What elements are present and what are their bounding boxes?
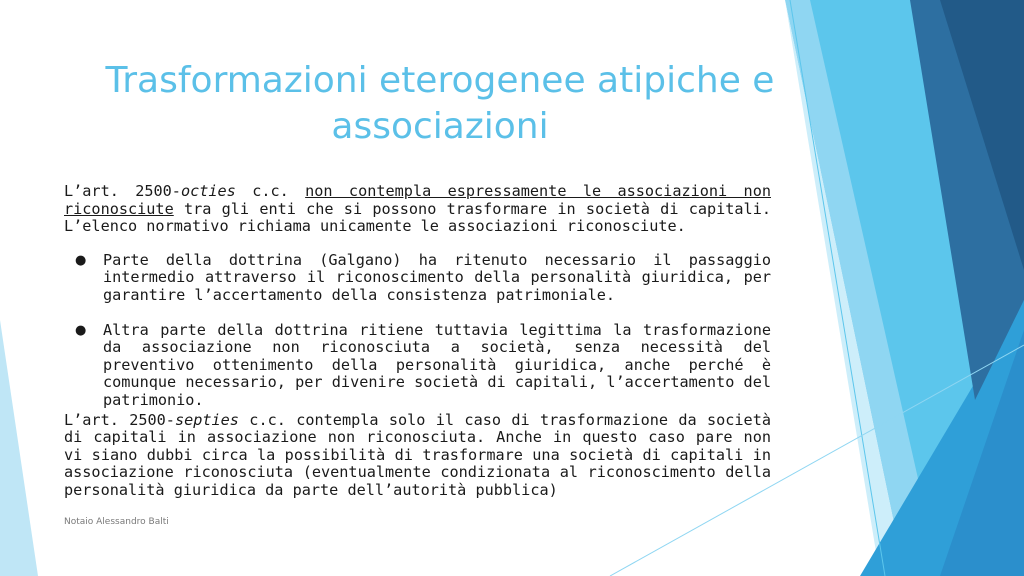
slide-title: Trasformazioni eterogenee atipiche e associazioni xyxy=(105,60,775,147)
slide-body xyxy=(64,183,771,500)
para2-prefix: L’art. 2500- xyxy=(64,410,175,429)
paragraph-art-2500-octies xyxy=(64,183,771,236)
para1-prefix: L’art. 2500- xyxy=(64,182,181,200)
left-accent-triangle xyxy=(0,320,38,576)
para1-mid: c.c. xyxy=(235,182,306,200)
para1-underlined-text: non contempla espressamente le associazioni non riconosciute xyxy=(64,182,771,218)
bullet-dot-icon: ● xyxy=(75,252,87,268)
slide-footer: Notaio Alessandro Balti xyxy=(64,517,169,527)
bullet-dot-icon: ● xyxy=(75,322,87,338)
bullet-text: Altra parte della dottrina ritiene tuttavia legittima la trasformazione da associazione non riconosciuta a società, senza necessità del preventivo ottenimento della personalità giuridica, anche perché è comunque necessario, per divenire società di capitali, l’accertamento del patrimonio. xyxy=(103,320,771,409)
bullet-text: Parte della dottrina (Galgano) ha ritenuto necessario il passaggio intermedio attraverso il riconoscimento della personalità giuridica, per garantire l’accertamento della consistenza patrimoniale. xyxy=(103,250,771,304)
para1-rest: tra gli enti che si possono trasformare in società di capitali. L’elenco normativo richiama unicamente le associazioni riconosciute. xyxy=(64,199,771,236)
para1-italic-term: octies xyxy=(180,182,236,200)
paragraph-art-2500-septies xyxy=(64,412,771,500)
bullet-item xyxy=(64,322,771,410)
bullet-item xyxy=(64,252,771,305)
para2-italic-term: septies xyxy=(174,410,239,429)
para2-rest: c.c. contempla solo il caso di trasformazione da società di capitali in associazione non riconosciuta. Anche in questo caso pare non vi siano dubbi circa la possibilità di trasformare una società di capitali in associazione riconosciuta (eventualmente condizionata al riconoscimento della personalità giuridica da parte dell’autorità pubblica) xyxy=(64,410,771,499)
